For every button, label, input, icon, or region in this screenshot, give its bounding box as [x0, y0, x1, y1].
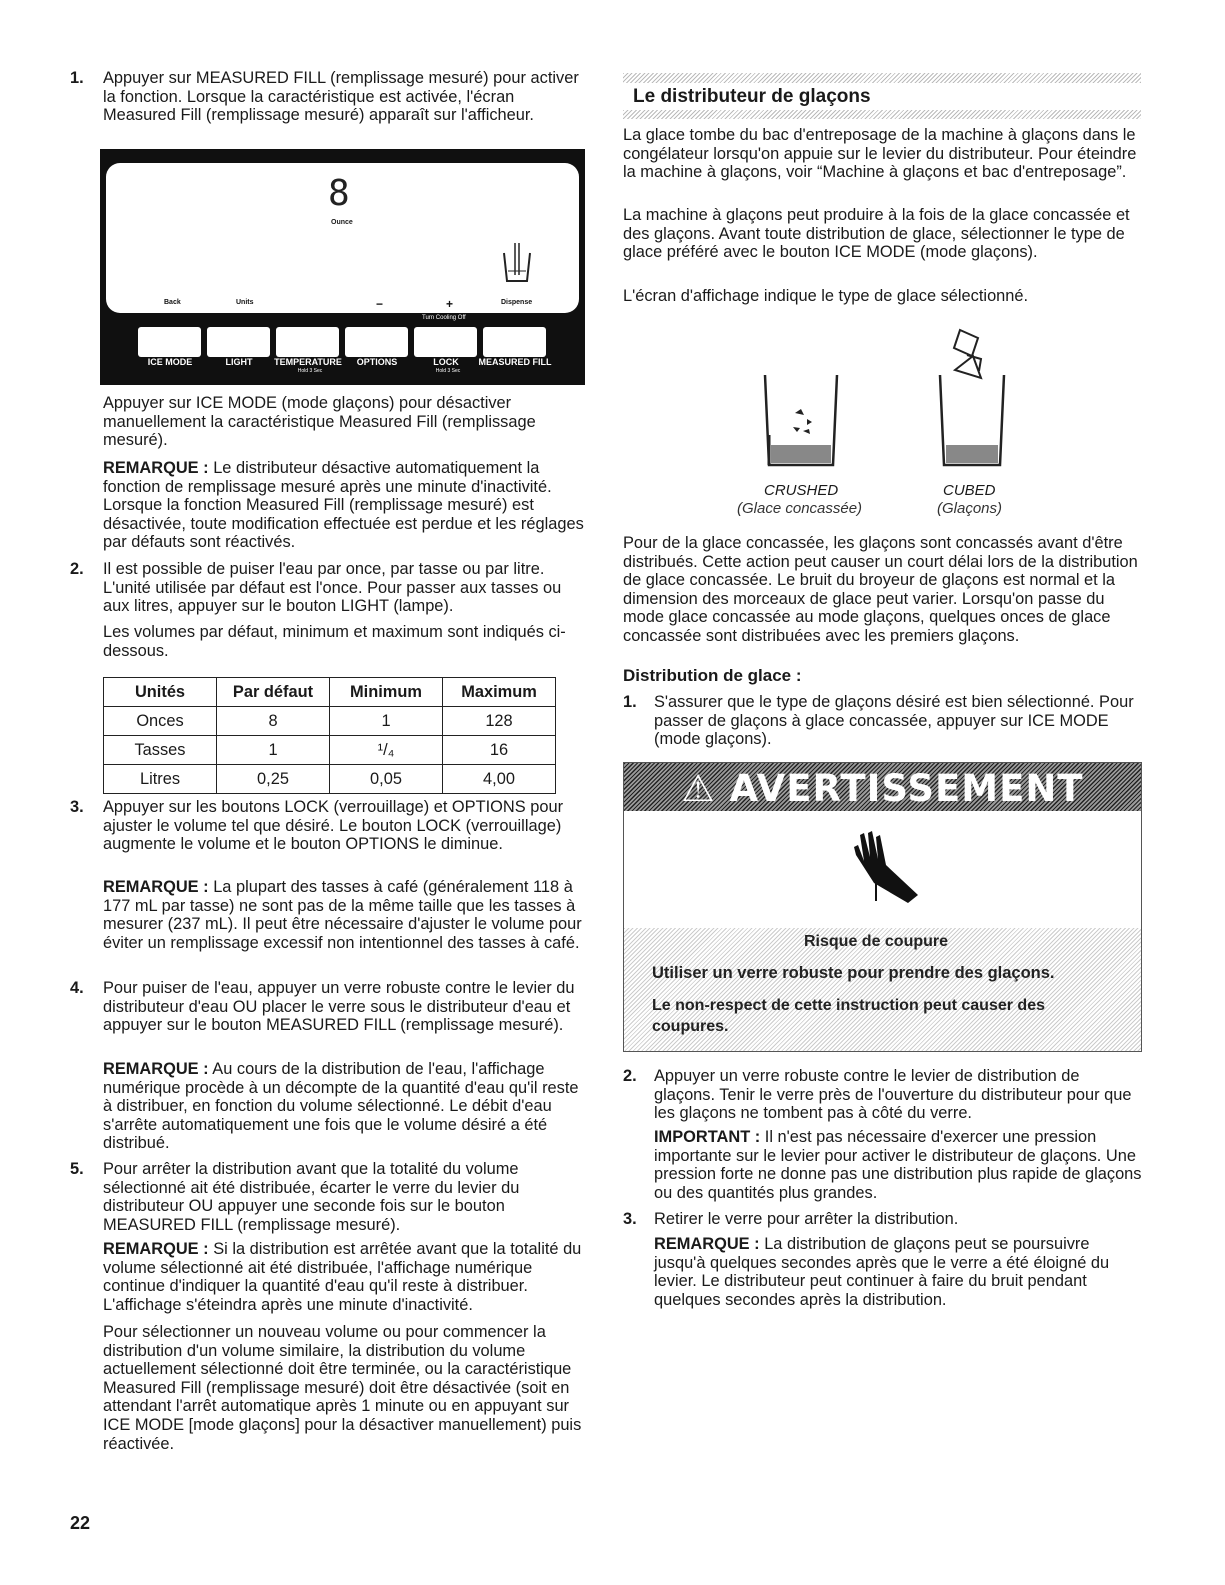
- crushed-label-fr: (Glace concassée): [737, 500, 863, 517]
- warning-box: [623, 762, 1142, 1052]
- glass-icon: [501, 241, 533, 285]
- instruction-2: Appuyer un verre robuste contre le levier de distribution de glaçons. Tenir le verre près de l'ouverture du distributeur pour que les glaçons ne tombent pas à côté du verre.: [654, 1067, 1132, 1123]
- instruction-5: Pour arrêter la distribution avant que la totalité du volume sélectionné ait été distribuée, écarter le verre du levier du distributeur OU appuyer une seconde fois sur le bouton MEASURED FILL (remplissage mesuré).: [103, 1160, 520, 1234]
- warning-title: ⚠ AVERTISSEMENT: [681, 767, 1084, 810]
- crushed-label: CRUSHED: [764, 482, 839, 499]
- table-cell: Litres: [104, 765, 217, 794]
- list-number: 3.: [70, 798, 84, 816]
- instruction-3: Retirer le verre pour arrêter la distribution.: [654, 1210, 959, 1228]
- options-button[interactable]: [345, 327, 408, 357]
- important-note: IMPORTANT : Il n'est pas nécessaire d'exercer une pression importante sur le levier pour activer le distributeur de glaçons. Une pression forte ne donne pas une distribution plus rapide de glaçons ou des quantités plus grandes.: [654, 1128, 1142, 1202]
- cubed-label-fr: (Glaçons): [937, 500, 1003, 517]
- instruction-1: Appuyer sur MEASURED FILL (remplissage mesuré) pour activer la fonction. Lorsque la caractéristique est activée, l'écran Measured Fill (remplissage mesuré) apparaît sur l'afficheur.: [103, 69, 579, 125]
- table-header: Par défaut: [217, 678, 330, 707]
- table-cell: 8: [217, 707, 330, 736]
- options-label: OPTIONS: [356, 357, 398, 367]
- table-header: Minimum: [330, 678, 443, 707]
- list-number: 4.: [70, 979, 84, 997]
- table-cell: Onces: [104, 707, 217, 736]
- table-row: [104, 736, 556, 765]
- temperature-label: TEMPERATURE: [274, 357, 342, 367]
- instruction-2: Il est possible de puiser l'eau par once, par tasse ou par litre. L'unité utilisée par défaut est l'once. Pour passer aux tasses ou aux litres, appuyer sur le bouton LIGHT (lampe).: [103, 560, 562, 616]
- note: REMARQUE : Le distributeur désactive automatiquement la fonction de remplissage mesuré après une minute d'inactivité. Lorsque la fonction Measured Fill (remplissage mesuré) est désactivée, toute modification effectuée est perdue et les réglages par défauts sont réactivés.: [103, 459, 584, 552]
- light-button[interactable]: [207, 327, 270, 357]
- list-number: 2.: [623, 1067, 637, 1085]
- list-number: 3.: [623, 1210, 637, 1228]
- table-row: [104, 765, 556, 794]
- temperature-button[interactable]: [276, 327, 339, 357]
- cubed-ice-glass-icon: [940, 330, 1004, 465]
- note: REMARQUE : La plupart des tasses à café (généralement 118 à 177 mL par tasse) ne sont pas de la même taille que les tasses à mesurer (237 mL). Il peut être nécessaire d'ajuster le volume pour éviter un remplissage excessif non intentionnel des tasses à café.: [103, 878, 582, 952]
- unit-label: Ounce: [331, 219, 353, 226]
- control-panel-image: [100, 149, 585, 385]
- paragraph: La glace tombe du bac d'entreposage de la machine à glaçons dans le congélateur lorsqu'on appuie sur le levier du distributeur. Pour éteindre la machine à glaçons, voir “Machine à glaçons et bac d'entreposage”.: [623, 126, 1137, 182]
- table-cell: Tasses: [104, 736, 217, 765]
- instruction-4: Pour puiser de l'eau, appuyer un verre robuste contre le levier du distributeur d'eau OU placer le verre sous le distributeur d'eau et appuyer sur le bouton MEASURED FILL (remplissage mesuré).: [103, 979, 575, 1035]
- section-divider: [623, 73, 1141, 83]
- digit-display: 8: [328, 173, 350, 214]
- hold-label: Hold 3 Sec: [297, 368, 323, 374]
- crushed-ice-glass-icon: [765, 375, 837, 465]
- minus-label: −: [376, 297, 384, 311]
- paragraph: Les volumes par défaut, minimum et maximum sont indiqués ci-dessous.: [103, 623, 566, 660]
- table-cell: 0,05: [330, 765, 443, 794]
- light-label: LIGHT: [225, 357, 253, 367]
- table-cell: 0,25: [217, 765, 330, 794]
- ice-type-illustration: [755, 325, 1015, 475]
- warning-instruction: Utiliser un verre robuste pour prendre des glaçons.: [652, 964, 1055, 982]
- table-cell: 16: [443, 736, 556, 765]
- back-label: Back: [164, 299, 181, 306]
- page-number: 22: [70, 1513, 91, 1533]
- list-number: 1.: [623, 693, 637, 711]
- list-number: 2.: [70, 560, 84, 578]
- table-header: Unités: [104, 678, 217, 707]
- table-cell: 1: [217, 736, 330, 765]
- warning-header: [624, 763, 1141, 811]
- paragraph: La machine à glaçons peut produire à la fois de la glace concassée et des glaçons. Avant toute distribution de glace, sélectionner le type de glace préféré avec le bouton ICE MODE (mode glaçons).: [623, 206, 1130, 262]
- instruction-1: S'assurer que le type de glaçons désiré est bien sélectionné. Pour passer de glaçons à glace concassée, appuyer sur ICE MODE (mode glaçons).: [654, 693, 1134, 749]
- volume-table: [103, 677, 556, 794]
- warning-consequence: Le non-respect de cette instruction peut causer des coupures.: [652, 997, 1045, 1035]
- list-number: 5.: [70, 1160, 84, 1178]
- note: REMARQUE : Au cours de la distribution de l'eau, l'affichage numérique procède à un décompte de la quantité d'eau qu'il reste à distribuer, en fonction du volume sélectionné. Le débit d'eau s'arrête automatiquement une fois que le volume désiré a été distribué.: [103, 1060, 579, 1153]
- dispense-label: Dispense: [501, 299, 533, 306]
- table-header: Maximum: [443, 678, 556, 707]
- table-cell: ¹/₄: [330, 736, 443, 765]
- paragraph: Pour de la glace concassée, les glaçons sont concassés avant d'être distribués. Cette action peut causer un court délai lors de la distribution de glace concassée. Le bruit du broyeur de glaçons est normal et la dimension des morceaux de glace peut varier. Lorsqu'on passe du mode glace concassée au mode glaçons, quelques onces de glace concassée sont distribuées avec les premiers glaçons.: [623, 534, 1138, 645]
- measured-fill-button[interactable]: [483, 327, 546, 357]
- note: REMARQUE : Si la distribution est arrêtée avant que la totalité du volume sélectionné ait été distribuée, l'affichage numérique continue d'indiquer la quantité d'eau qu'il reste à distribuer. L'affichage s'éteindra après une minute d'inactivité.: [103, 1240, 582, 1314]
- plus-label: +: [446, 297, 454, 311]
- cut-hazard-icon: [846, 825, 926, 905]
- hold-label: Hold 3 Sec: [435, 368, 461, 374]
- lock-button[interactable]: [414, 327, 477, 357]
- section-divider: [623, 110, 1141, 119]
- list-number: 1.: [70, 69, 84, 87]
- units-label: Units: [236, 299, 254, 306]
- display-screen: [106, 163, 579, 313]
- table-cell: 4,00: [443, 765, 556, 794]
- measured-fill-label: MEASURED FILL: [478, 357, 552, 367]
- section-title: Le distributeur de glaçons: [633, 86, 871, 107]
- paragraph: Appuyer sur ICE MODE (mode glaçons) pour désactiver manuellement la caractéristique Measured Fill (remplissage mesuré).: [103, 394, 536, 450]
- subsection-title: Distribution de glace :: [623, 666, 802, 685]
- hazard-title: Risque de coupure: [804, 933, 949, 950]
- ice-mode-button[interactable]: [138, 327, 201, 357]
- paragraph: L'écran d'affichage indique le type de glace sélectionné.: [623, 287, 1029, 305]
- table-row: [104, 707, 556, 736]
- table-cell: 128: [443, 707, 556, 736]
- note: REMARQUE : La distribution de glaçons peut se poursuivre jusqu'à quelques secondes après que le verre a été éloigné du levier. Le distributeur peut continuer à faire du bruit pendant quelques secondes après la distribution.: [654, 1235, 1110, 1309]
- cubed-label: CUBED: [943, 482, 996, 499]
- instruction-3: Appuyer sur les boutons LOCK (verrouillage) et OPTIONS pour ajuster le volume tel que désiré. Le bouton LOCK (verrouillage) augmente le volume et le bouton OPTIONS le diminue.: [103, 798, 564, 854]
- turn-cooling-off-label: Turn Cooling Off: [422, 315, 466, 321]
- ice-mode-label: ICE MODE: [147, 357, 193, 367]
- lock-label: LOCK: [433, 357, 459, 367]
- table-cell: 1: [330, 707, 443, 736]
- paragraph: Pour sélectionner un nouveau volume ou pour commencer la distribution d'un volume similaire, la distribution du volume actuellement sélectionné doit être terminée, ou la caractéristique Measured Fill (remplissage mesuré) doit être désactivée (soit en attendant l'arrêt automatique après 1 minute ou en appuyant sur ICE MODE [mode glaçons] pour la désactiver manuellement) puis réactivée.: [103, 1323, 582, 1453]
